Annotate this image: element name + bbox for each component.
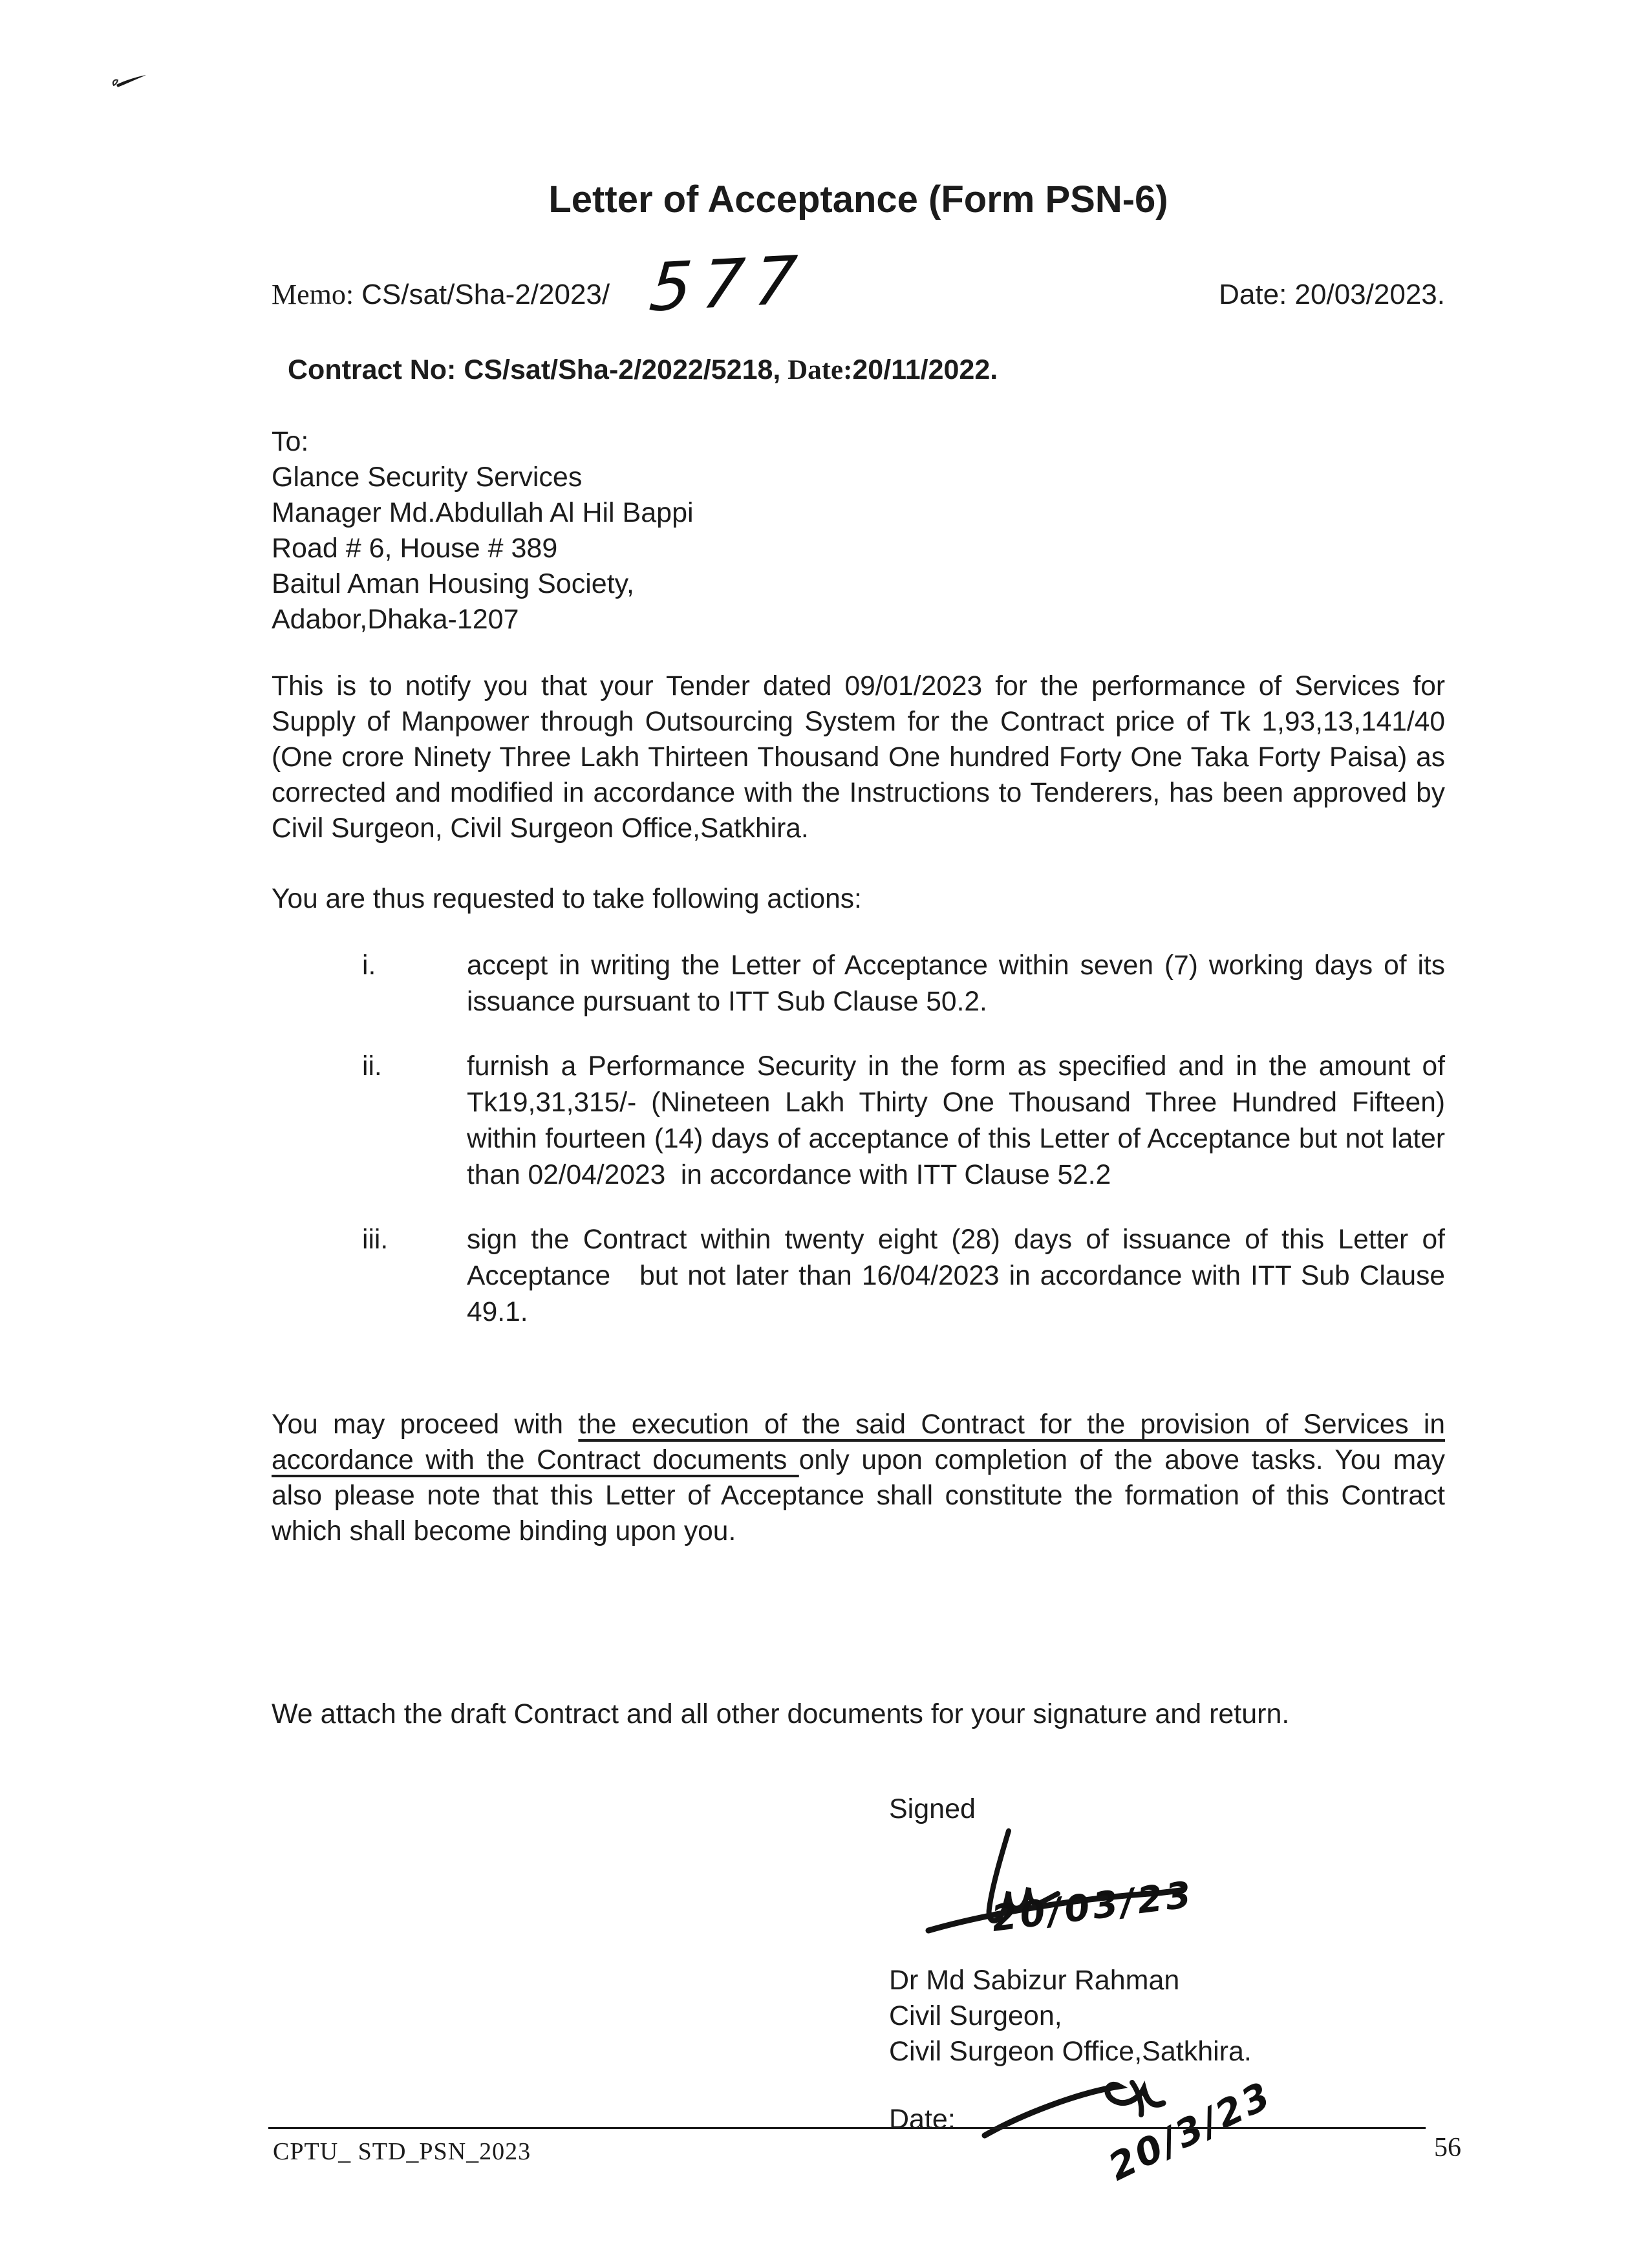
signed-label: Signed [889,1793,976,1824]
memo-number: CS/sat/Sha-2/2023/ [361,279,610,310]
action-marker: ii. [362,1051,382,1082]
signature-area [889,1827,1445,1963]
recipient-label: To: [272,426,309,457]
letter-date: Date: 20/03/2023. [1219,279,1445,310]
action-marker: iii. [362,1225,389,1255]
actions-intro: You are thus requested to take following actions: [272,884,862,914]
date-label: Date: [889,2104,956,2135]
recipient-line: Road # 6, House # 389 [272,533,558,564]
handwritten-date-value: 20/3/23 [1101,2072,1280,2190]
recipient-line: Manager Md.Abdullah Al Hil Bappi [272,497,694,528]
action-item-iii [272,1222,1445,1331]
contract-number: Contract No: CS/sat/Sha-2/2022/5218, [288,354,781,385]
signatory-title: Civil Surgeon, [889,2000,1062,2031]
footer-page-number: 56 [1434,2133,1461,2163]
memo-label: Memo: [272,279,354,310]
date-row [889,2072,1445,2212]
proceed-underlined-text: the execution of the said Contract for the provision of Services in accordance with the Contract documents [272,1409,1445,1475]
recipient-line: Adabor,Dhaka-1207 [272,604,519,635]
action-text: furnish a Performance Security in the form as specified and in the amount of Tk19,31,315/- (Nineteen Lakh Thirty One Thousand Three Hundred Fifteen) within fourteen (14) days of acceptance of this Letter of Acceptance but not later than 02/04/2023 in accordance with ITT Clause 52.2 [467,1051,1445,1190]
recipient-line: Baitul Aman Housing Society, [272,568,634,599]
contract-date-value: 20/11/2022. [852,354,998,385]
actions-list [272,948,1445,1331]
contract-date-label: Date: [780,355,853,385]
attachment-note: We attach the draft Contract and all other documents for your signature and return. [272,1698,1290,1729]
action-marker: i. [362,950,376,981]
recipient-line: Glance Security Services [272,462,583,493]
pen-mark-icon [109,72,147,92]
letter-content [272,0,1445,2212]
signatory-office: Civil Surgeon Office,Satkhira. [889,2036,1252,2067]
signatory-name: Dr Md Sabizur Rahman [889,1965,1180,1996]
notify-paragraph: This is to notify you that your Tender dated 09/01/2023 for the performance of Services for Supply of Manpower through Outsourcing System for the Contract price of Tk 1,93,13,141/40 (One crore Ninety Three Lakh Thirteen Thousand One hundred Forty One Taka Forty Paisa) as corrected and modified in accordance with the Instructions to Tenderers, has been approved by Civil Surgeon, Civil Surgeon Office,Satkhira. [272,671,1445,844]
memo-line [272,241,1445,327]
action-item-ii [272,1049,1445,1193]
footer-document-code: CPTU_ STD_PSN_2023 [273,2138,531,2165]
proceed-suffix: only upon completion of the above tasks. You may also please note that this Letter of Acceptance shall constitute the formation of this Contract which shall become binding upon you. [272,1445,1445,1546]
handwritten-sign-date: 20/03/23 [989,1874,1197,1940]
contract-number-line [288,352,1445,388]
action-text: sign the Contract within twenty eight (28) days of issuance of this Letter of Acceptance but not later than 16/04/2023 in accordance with ITT Sub Clause 49.1. [467,1225,1445,1327]
proceed-prefix: You may proceed with [272,1409,579,1440]
action-text: accept in writing the Letter of Acceptance within seven (7) working days of its issuance pursuant to ITT Sub Clause 50.2. [467,950,1445,1017]
page-title: Letter of Acceptance (Form PSN-6) [548,178,1168,220]
signature-block [889,1792,1445,2212]
handwritten-memo-number: 577 [646,241,810,327]
recipient-block [272,424,1445,637]
action-item-i [272,948,1445,1020]
footer-divider [268,2127,1426,2129]
proceed-paragraph [272,1407,1445,1549]
